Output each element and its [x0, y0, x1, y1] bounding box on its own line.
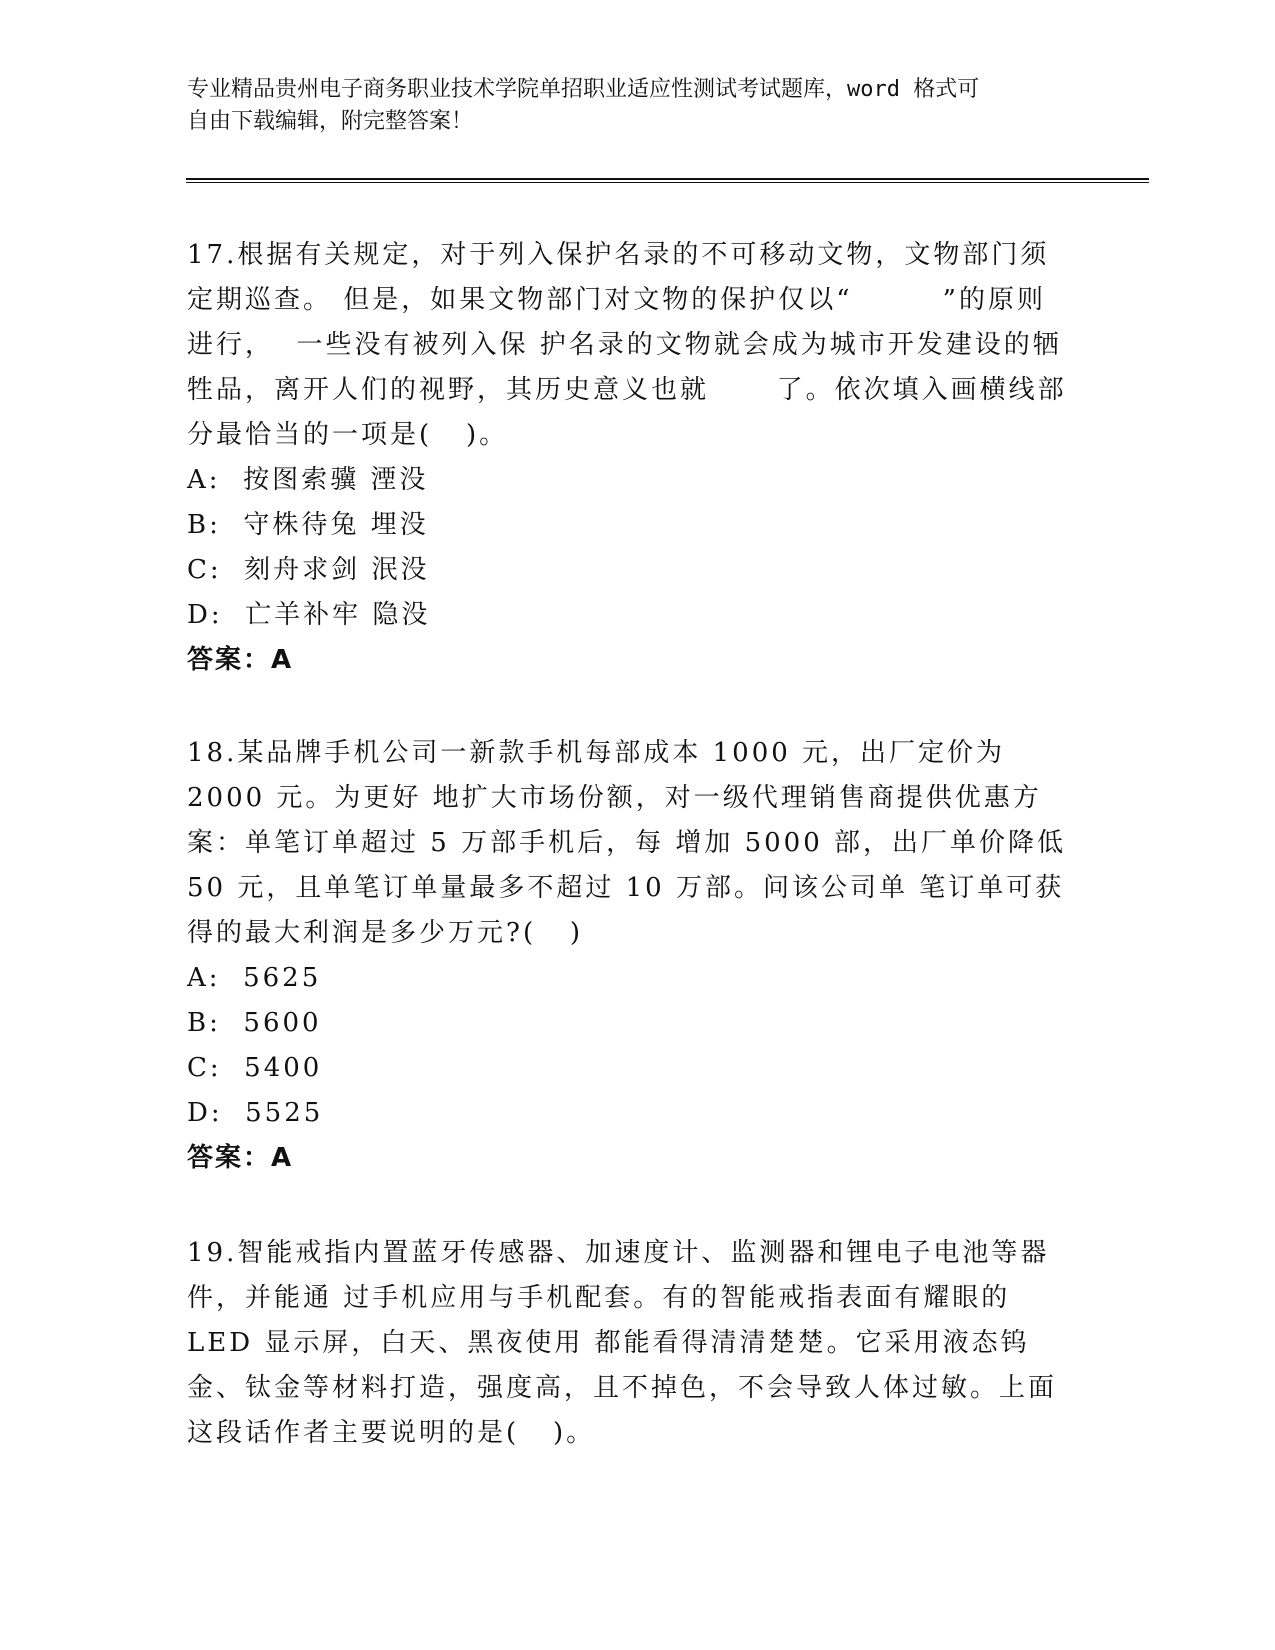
option-c: C: 5400 [187, 1053, 323, 1083]
option-a: A: 5625 [187, 963, 322, 993]
question-stem: 19.智能戒指内置蓝牙传感器、加速度计、监测器和锂电子电池等器件，并能通 过手机应用与手机配套。有的智能戒指表面有耀眼的 LED 显示屏，白天、黑夜使用 都能看得清清楚楚。它采用液态钨金、钛金等材料打造，强度高，且不掉色，不会导致人体过敏。上面这段话作者主要说明的是( )。 [187, 1238, 1058, 1448]
answer-line: 答案：A [187, 645, 294, 675]
page-header: 专业精品贵州电子商务职业技术学院单招职业适应性测试考试题库，word 格式可 自由下载编辑，附完整答案！ [187, 77, 980, 134]
question-18 [187, 731, 1078, 1181]
option-b: B: 守株待兔 埋没 [187, 510, 429, 540]
option-a: A: 按图索骥 湮没 [187, 465, 429, 495]
question-17 [187, 233, 1067, 683]
header-divider-thick [186, 178, 1149, 180]
question-19 [187, 1231, 1067, 1456]
option-d: D: 亡羊补牢 隐没 [187, 600, 431, 630]
answer-line: 答案：A [187, 1143, 294, 1173]
header-divider-thin [186, 182, 1149, 183]
option-b: B: 5600 [187, 1008, 322, 1038]
option-d: D: 5525 [187, 1098, 324, 1128]
option-c: C: 刻舟求剑 泯没 [187, 555, 430, 585]
question-stem: 18.某品牌手机公司一新款手机每部成本 1000 元，出厂定价为 2000 元。为更好 地扩大市场份额，对一级代理销售商提供优惠方案：单笔订单超过 5 万部手机后，每 增加 5000 部，出厂单价降低 50 元，且单笔订单量最多不超过 10 万部。问该公司单 笔订单可获得的最大利润是多少万元?( ) [187, 738, 1078, 948]
question-stem: 17.根据有关规定，对于列入保护名录的不可移动文物，文物部门须定期巡查。 但是，如果文物部门对文物的保护仅以“ ”的原则进行， 一些没有被列入保 护名录的文物就会成为城市开发建设的牺牲品，离开人们的视野，其历史意义也就 了。依次填入画横线部分最恰当的一项是( )。 [187, 240, 1067, 450]
